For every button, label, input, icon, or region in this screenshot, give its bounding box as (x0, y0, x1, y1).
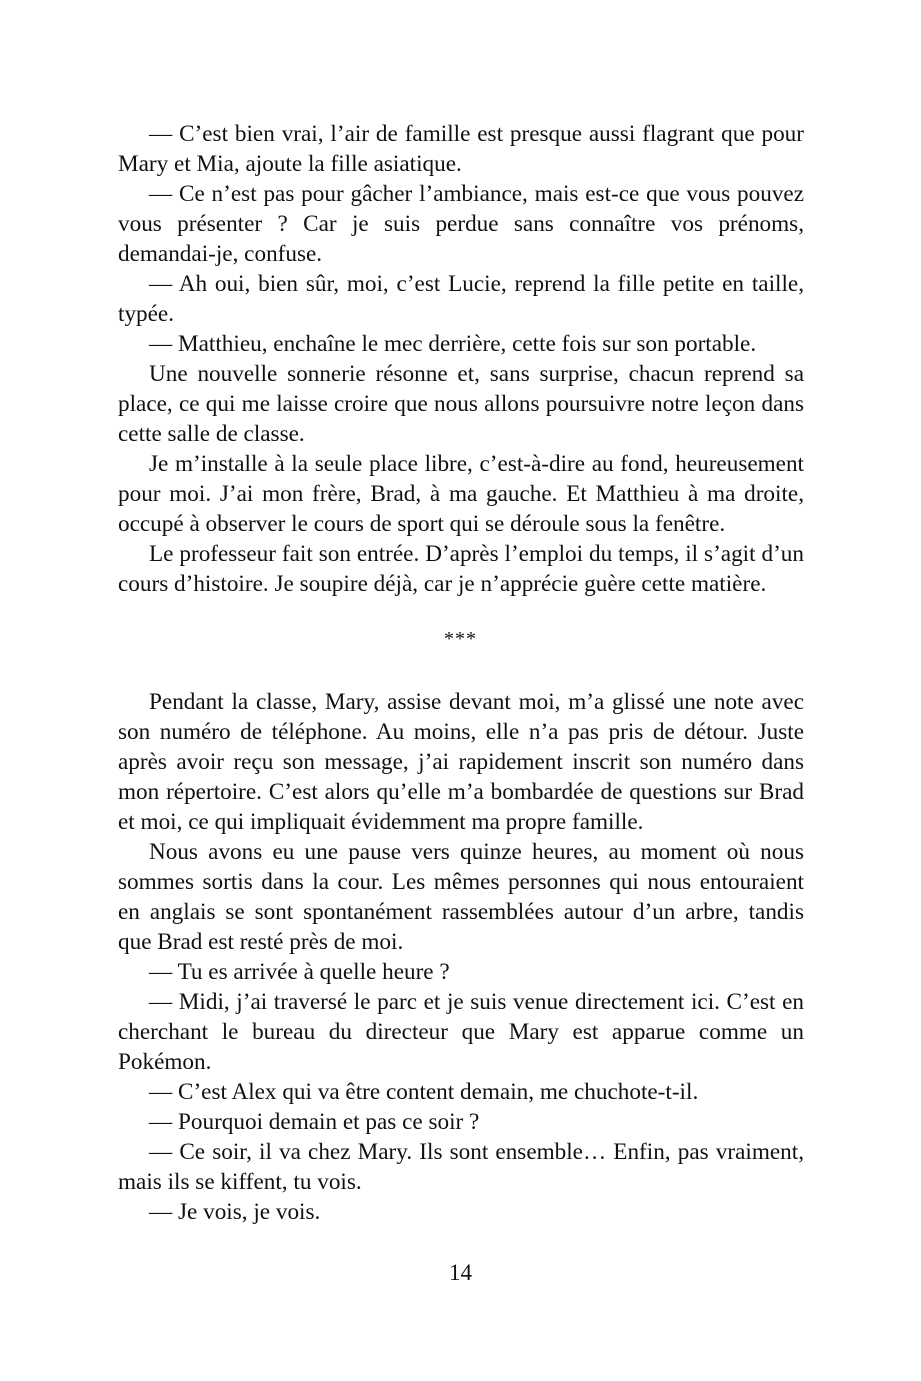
paragraph: Pendant la classe, Mary, assise devant moi, m’a glissé une note avec son numéro de téléphone. Au moins, elle n’a pas pris de détour. Juste après avoir reçu son message, j’ai rapidement inscrit son numéro dans mon répertoire. C’est alors qu’elle m’a bombardée de questions sur Brad et moi, ce qui impliquait évidemment ma propre famille. (118, 689, 804, 835)
paragraph: — Midi, j’ai traversé le parc et je suis venue directement ici. C’est en cherchant le bureau du directeur que Mary est apparue comme un Pokémon. (118, 989, 804, 1075)
paragraph: — C’est bien vrai, l’air de famille est presque aussi flagrant que pour Mary et Mia, ajoute la fille asiatique. (118, 121, 804, 177)
paragraph: — Pourquoi demain et pas ce soir ? (149, 1109, 480, 1135)
section-before-break (118, 119, 804, 599)
section-after-break (118, 687, 804, 1227)
paragraph: — Ce n’est pas pour gâcher l’ambiance, mais est-ce que vous pouvez vous présenter ? Car je suis perdue sans connaître vos prénoms, demandai-je, confuse. (118, 181, 804, 267)
paragraph: — C’est Alex qui va être content demain, me chuchote-t-il. (149, 1079, 699, 1105)
paragraph: — Matthieu, enchaîne le mec derrière, cette fois sur son portable. (149, 331, 757, 357)
paragraph: Le professeur fait son entrée. D’après l’emploi du temps, il s’agit d’un cours d’histoire. Je soupire déjà, car je n’apprécie guère cette matière. (118, 541, 804, 597)
paragraph: — Tu es arrivée à quelle heure ? (149, 959, 450, 985)
paragraph: — Ce soir, il va chez Mary. Ils sont ensemble… Enfin, pas vraiment, mais ils se kiffent, tu vois. (118, 1139, 804, 1195)
paragraph: — Ah oui, bien sûr, moi, c’est Lucie, reprend la fille petite en taille, typée. (118, 271, 804, 327)
paragraph: — Je vois, je vois. (149, 1199, 321, 1225)
page-number: 14 (449, 1260, 472, 1285)
paragraph: Une nouvelle sonnerie résonne et, sans surprise, chacun reprend sa place, ce qui me laisse croire que nous allons poursuivre notre leçon dans cette salle de classe. (118, 361, 804, 447)
scene-break: *** (444, 628, 477, 650)
paragraph: Je m’installe à la seule place libre, c’est-à-dire au fond, heureusement pour moi. J’ai mon frère, Brad, à ma gauche. Et Matthieu à ma droite, occupé à observer le cours de sport qui se déroule sous la fenêtre. (118, 451, 804, 537)
paragraph: Nous avons eu une pause vers quinze heures, au moment où nous sommes sortis dans la cour. Les mêmes personnes qui nous entouraient en anglais se sont spontanément rassemblées autour d’un arbre, tandis que Brad est resté près de moi. (118, 839, 804, 955)
